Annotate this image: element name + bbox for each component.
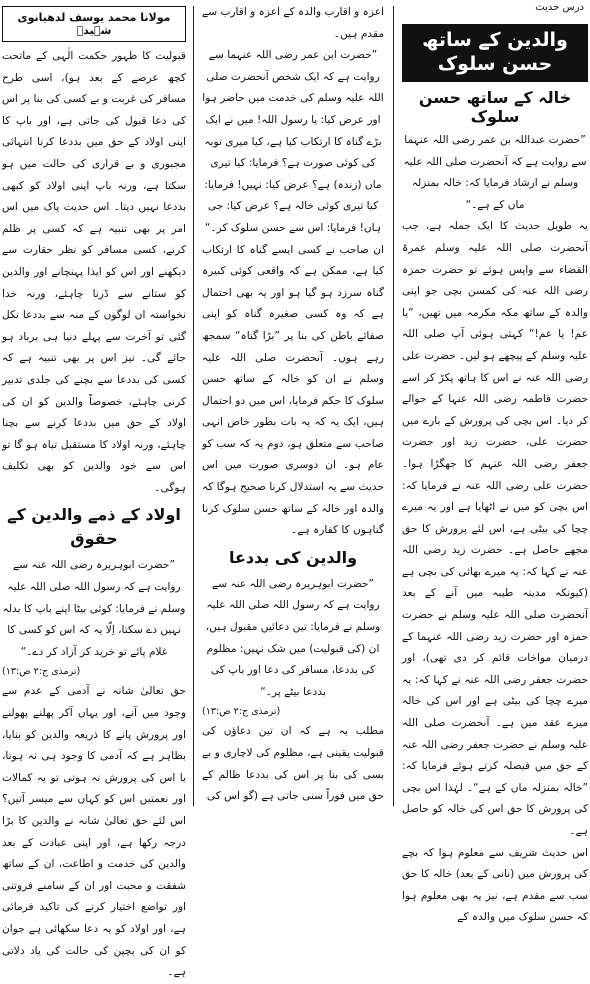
body-paragraph: مطلب یہ ہے کہ ان تین دعاؤں کی قبولیت یقینی ہے، مظلوم کی لاچاری و بے بسی کی بنا پر اس کی بددعا ظالم کے حق میں فوراً سنی جاتی ہے (گو اس کی [202, 725, 384, 803]
hadith-reference: (ترمذی ج:۲ ص:۱۳) [202, 706, 281, 718]
hadith-reference: (ترمذی ج:۲ ص:۱۳) [2, 666, 81, 678]
body-paragraph: اعزہ و اقارب والدہ کے اعزہ و اقارب سے مقدم ہیں۔ [202, 6, 384, 40]
hadith-quote: ”حضرت ابوہریرہ رضی اللہ عنہ سے روایت ہے کہ رسول اللہ صلی اللہ علیہ وسلم نے فرمایا: تین دعائیں مقبول ہیں، ان (کی قبولیت) میں شک نہیں: مظلوم کی بددعا، مسافر کی دعا اور باپ کی بددعا بیٹے پر۔“ [205, 577, 381, 698]
section-heading: اولاد کے ذمے والدین کے حقوق [7, 505, 181, 549]
body-paragraph: ان صاحب نے کسی ایسے گناہ کا ارتکاب کیا ہے، ممکن ہے کہ واقعی کوئی کبیرہ گناہ سرزد ہو گیا ہو اور یہ بھی احتمال ہے کہ وہ کسی صغیرہ گناہ کو اپنی صفائے باطن کی بنا پر ”بڑا گناہ“ سمجھ رہے ہوں۔ آنحضرت صلی اللہ علیہ وسلم نے ان کو خالہ کے ساتھ حسن سلوک کا حکم فرمایا، اس میں دو احتمال ہیں، ایک یہ کہ یہ بات بطور خاص انہی صاحب سے متعلق ہو، دوم یہ کہ سب کو عام ہو۔ ان دوسری صورت میں اس حدیث سے یہ استدلال کرنا صحیح ہوگا کہ والدہ اور خالہ کے ساتھ حسن سلوک کرنا گناہوں کا کفارہ ہے۔ [202, 243, 384, 537]
hadith-quote: ”حضرت عبداللہ بن عمر رضی اللہ عنہما سے روایت ہے کہ آنحضرت صلی اللہ علیہ وسلم نے ارشاد فرمایا کہ: خالہ بمنزلہ ماں کے ہے۔“ [403, 134, 587, 211]
author-name: مولانا محمد یوسف لدھیانوی شہیدؒ [2, 6, 186, 42]
body-paragraph: یہ طویل حدیث کا ایک جملہ ہے، جب آنحضرت صلی اللہ علیہ وسلم عمرۃ القضاء سے واپس ہوئے تو حضرت حمزہ رضی اللہ عنہ کی کمسن بچی جو اپنی والدہ کے ساتھ مکہ مکرمہ میں تھیں، ”یا عم! یا عم!“ کہتی ہوئی آپ صلی اللہ علیہ وسلم کے پیچھے ہو لیں۔ حضرت علی رضی اللہ عنہ نے اس کا ہاتھ پکڑ کر اسے حضرت فاطمہ رضی اللہ عنہا کے حوالے کر دیا۔ اس بچی کی پرورش کے بارے میں حضرت علی، حضرت زید اور حضرت جعفر رضی اللہ عنہم کا جھگڑا ہوا۔ حضرت علی رضی اللہ عنہ نے فرمایا کہ: اس بچی کو میں نے اٹھایا ہے اور یہ میرے چچا کی بیٹی ہے، اس لئے پرورش کا حق مجھے حاصل ہے۔ حضرت زید رضی اللہ عنہ نے کہا کہ: یہ میرے بھائی کی بچی ہے (کیونکہ مدینہ طیبہ میں آنے کے بعد آنحضرت صلی اللہ علیہ وسلم نے حضرت حمزہ اور حضرت زید رضی اللہ عنہما کے درمیان مواخات قائم کر دی تھی)، اور حضرت جعفر رضی اللہ عنہ نے کہا کہ: یہ میرے چچا کی بیٹی ہے اور اس کی خالہ میرے عقد میں ہے۔ آنحضرت صلی اللہ علیہ وسلم نے حضرت جعفر رضی اللہ عنہ کے حق میں فیصلہ کرتے ہوئے فرمایا کہ: ”خالہ بمنزلہ ماں کے ہے“۔ لہٰذا اس بچی کی پرورش کا حق اس کی خالہ کو حاصل ہے۔ [402, 220, 588, 837]
body-paragraph: قبولیت کا ظہور حکمت الٰہی کے ماتحت کچھ عرصے کے بعد ہو)، اسی طرح مسافر کی غربت و بے کسی کی بنا پر اس کی دعا قبول کی جاتی ہے، اور باپ کا اپنی اولاد کے حق میں بددعا کرنا انتہائی مجبوری و بے قراری کی حالت میں ہو سکتا ہے، ورنہ باپ اپنی اولاد کو کبھی بددعا نہیں دیتا۔ اس حدیث پاک میں اس امر پر بھی تنبیہ ہے کہ کسی پر ظلم کرنے، کسی مسافر کو نظر حقارت سے دیکھنے اور اس کو ایذا پہنچانے اور والدین کو ستانے سے ڈرنا چاہئے، ورنہ خدا نخواستہ ان لوگوں کے منہ سے بددعا نکل گئی تو آخرت سے پہلے دنیا ہی برباد ہو جائے گی۔ نیز اس پر بھی تنبیہ ہے کہ کسی کی بددعا سے بچنے کی جلدی تدبیر کرنی چاہئے، خصوصاً والدین کو ان کی اولاد کے حق میں بددعا کرنے سے بچنا چاہئے، ورنہ اولاد کا مستقبل تباہ ہو گا تو اس سے خود والدین کو بھی تکلیف ہوگی۔ [2, 50, 186, 494]
section-tag: درس حدیث [535, 2, 584, 13]
middle-column [202, 0, 384, 808]
right-column [402, 0, 588, 924]
hadith-quote: ”حضرت ابن عمر رضی اللہ عنہما سے روایت ہے کہ ایک شخص آنحضرت صلی اللہ علیہ وسلم کی خدمت میں حاضر ہوا اور عرض کیا: یا رسول اللہ! میں نے ایک بڑے گناہ کا ارتکاب کیا ہے، کیا میری توبہ کی کوئی صورت ہے؟ فرمایا: کیا تیری ماں (زندہ) ہے؟ عرض کیا: نہیں! فرمایا: کیا تیری کوئی خالہ ہے؟ عرض کیا: جی ہاں! فرمایا: اس سے حسن سلوک کر۔“ [202, 49, 384, 234]
column-divider [193, 6, 194, 806]
article-subtitle: خالہ کے ساتھ حسن سلوک [418, 88, 572, 126]
article-title: والدین کے ساتھ حسن سلوک [402, 24, 588, 82]
left-column [2, 0, 186, 979]
section-heading: والدین کی بددعا [228, 547, 358, 567]
body-paragraph: حق تعالیٰ شانہ نے آدمی کے عدم سے وجود میں آنے، اور یہاں آکر پھلنے پھولنے اور پرورش پانے کا ذریعہ والدین کو بنایا، بظاہر ہے کہ آدمی کا وجود ہی نہ ہوتا، یا اس کی پرورش نہ ہوتی تو یہ کمالات اور نعمتیں اس کو کہاں سے میسر آتیں؟ اس لئے حق تعالیٰ شانہ نے والدین کا بڑا درجہ رکھا ہے، اور اپنی عبادت کے بعد والدین کی خدمت و اطاعت، ان کے ساتھ شفقت و محبت اور ان کے سامنے فروتنی اور تواضع اختیار کرنے کی تاکید فرمائی ہے، اور اولاد کو یہ دعا سکھائی ہے جوان کو ان کی بچپن کی حالت کی یاد دلاتی ہے۔ [2, 685, 186, 979]
body-paragraph: اس حدیث شریف سے معلوم ہوا کہ بچے کی پرورش میں (نانی کے بعد) خالہ کا حق سب سے مقدم ہے، نیز یہ بھی معلوم ہوا کہ حسن سلوک میں والدہ کے [402, 846, 588, 924]
column-divider [393, 6, 394, 806]
hadith-quote: ”حضرت ابوہریرہ رضی اللہ عنہ سے روایت ہے کہ رسول اللہ صلی اللہ علیہ وسلم نے فرمایا: کوئی بیٹا اپنے باپ کا بدلہ نہیں دے سکتا، اِلّا یہ کہ اس کو کسی کا غلام پائے تو خرید کر آزاد کر دے۔“ [2, 559, 186, 658]
